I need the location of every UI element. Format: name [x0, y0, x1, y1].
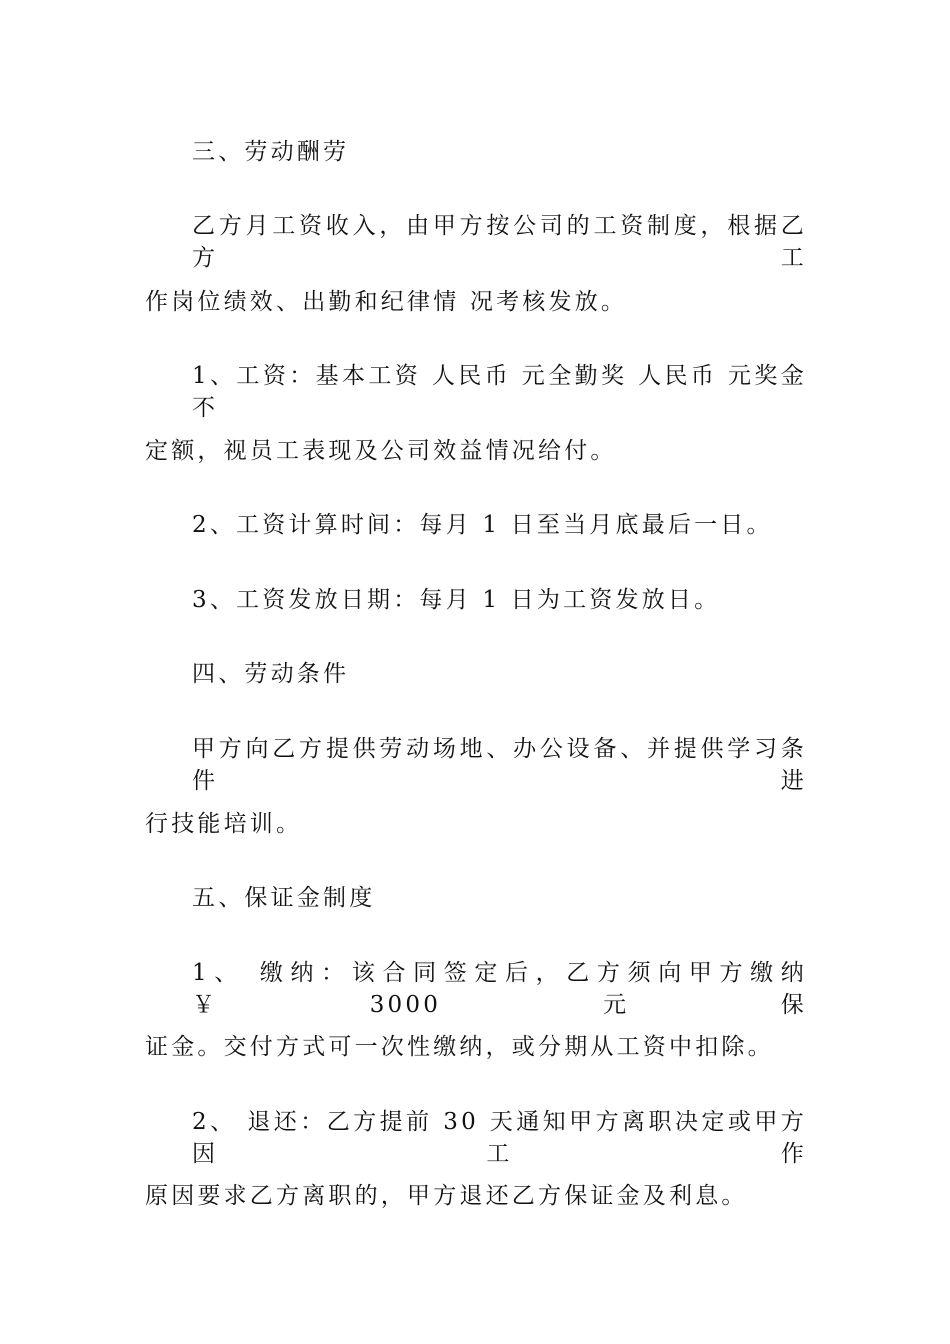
- paragraph-line: 甲方向乙方提供劳动场地、办公设备、并提供学习条件进: [192, 736, 807, 794]
- paragraph-line: 3、工资发放日期：每月 1 日为工资发放日。: [192, 587, 721, 613]
- paragraph-line: 乙方月工资收入，由甲方按公司的工资制度，根据乙方工: [192, 213, 807, 271]
- section-heading-deposit-system: 五、保证金制度: [192, 885, 376, 911]
- section-heading-working-conditions: 四、劳动条件: [192, 661, 350, 687]
- paragraph-line: 2、 退还：乙方提前 30 天通知甲方离职决定或甲方因工作: [192, 1109, 807, 1167]
- paragraph-line: 定额，视员工表现及公司效益情况给付。: [145, 438, 617, 464]
- paragraph-line: 证金。交付方式可一次性缴纳，或分期从工资中扣除。: [145, 1034, 774, 1060]
- paragraph-line: 原因要求乙方离职的，甲方退还乙方保证金及利息。: [145, 1183, 748, 1209]
- paragraph-line: 1、 缴纳：该合同签定后，乙方须向甲方缴纳￥3000 元保: [192, 960, 807, 1018]
- paragraph-line: 2、工资计算时间：每月 1 日至当月底最后一日。: [192, 512, 773, 538]
- paragraph-line: 行技能培训。: [145, 811, 303, 837]
- paragraph-line: 作岗位绩效、出勤和纪律情 况考核发放。: [145, 289, 628, 315]
- section-heading-remuneration: 三、劳动酬劳: [192, 139, 350, 165]
- paragraph-line: 1、工资：基本工资 人民币 元全勤奖 人民币 元奖金 不: [192, 363, 807, 421]
